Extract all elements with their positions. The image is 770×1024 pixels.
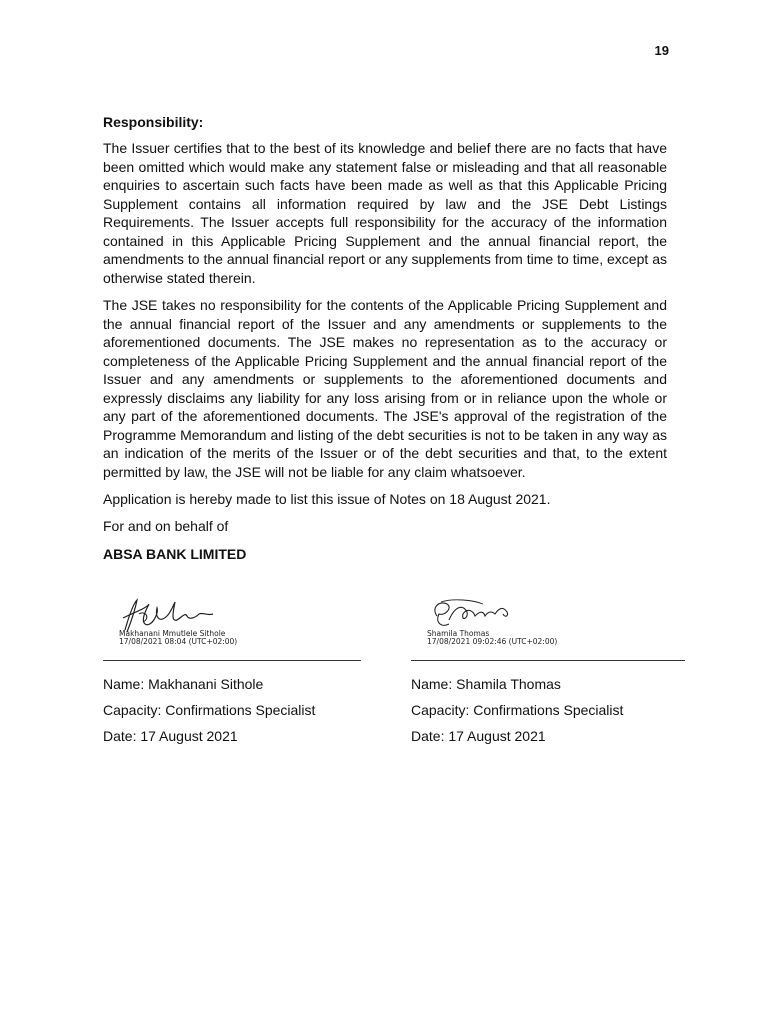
signature-caption-left: Makhanani Mmutlele Sithole 17/08/2021 08:04 (UTC+02:00) bbox=[119, 629, 238, 646]
signature-area-left bbox=[103, 588, 363, 658]
signatory-date: Date: 17 August 2021 bbox=[411, 728, 546, 744]
page-number: 19 bbox=[654, 43, 669, 58]
signatory-block-right bbox=[411, 588, 671, 753]
signature-section bbox=[103, 588, 673, 758]
signatory-details-right bbox=[411, 675, 671, 745]
signatory-name: Name: Shamila Thomas bbox=[411, 676, 561, 692]
signature-area-right bbox=[411, 588, 671, 658]
signature-caption-right: Shamila Thomas 17/08/2021 09:02:46 (UTC+02:00) bbox=[427, 629, 558, 646]
application-statement: Application is hereby made to list this issue of Notes on 18 August 2021. bbox=[103, 491, 551, 507]
signature-line-left bbox=[103, 660, 361, 661]
document-body bbox=[103, 114, 667, 563]
handwritten-signature-left bbox=[115, 594, 225, 634]
bank-name: ABSA BANK LIMITED bbox=[103, 546, 247, 562]
section-heading: Responsibility: bbox=[103, 114, 204, 130]
signatory-capacity: Capacity: Confirmations Specialist bbox=[411, 702, 624, 718]
signature-line-right bbox=[411, 660, 685, 661]
jse-disclaimer-paragraph: The JSE takes no responsibility for the contents of the Applicable Pricing Supplement and the annual financial report of the Issuer and any amendments or supplements to the aforementioned documents. The JSE makes no representation as to the accuracy or completeness of the Applicable Pricing Supplement and the annual financial report of the Issuer and any amendments or supplements to the aforementioned documents and expressly disclaims any liability for any loss arising from or in reliance upon the whole or any part of the aforementioned documents. The JSE's approval of the registration of the Programme Memorandum and listing of the debt securities is not to be taken in any way as an indication of the merits of the Issuer or of the debt securities and that, to the extent permitted by law, the JSE will not be liable for any claim whatsoever. bbox=[103, 297, 667, 480]
responsibility-paragraph: The Issuer certifies that to the best of its knowledge and belief there are no facts that have been omitted which would make any statement false or misleading and that all reasonable enquiries to ascertain such facts have been made as well as that this Applicable Pricing Supplement contains all information required by law and the JSE Debt Listings Requirements. The Issuer accepts full responsibility for the accuracy of the information contained in this Applicable Pricing Supplement and the annual financial report, the amendments to the annual financial report or any supplements from time to time, except as otherwise stated therein. bbox=[103, 140, 667, 286]
signatory-name: Name: Makhanani Sithole bbox=[103, 676, 264, 692]
signatory-date: Date: 17 August 2021 bbox=[103, 728, 238, 744]
signatory-details-left bbox=[103, 675, 363, 745]
handwritten-signature-right bbox=[423, 594, 533, 634]
behalf-statement: For and on behalf of bbox=[103, 518, 229, 534]
signatory-capacity: Capacity: Confirmations Specialist bbox=[103, 702, 316, 718]
signatory-block-left bbox=[103, 588, 363, 753]
